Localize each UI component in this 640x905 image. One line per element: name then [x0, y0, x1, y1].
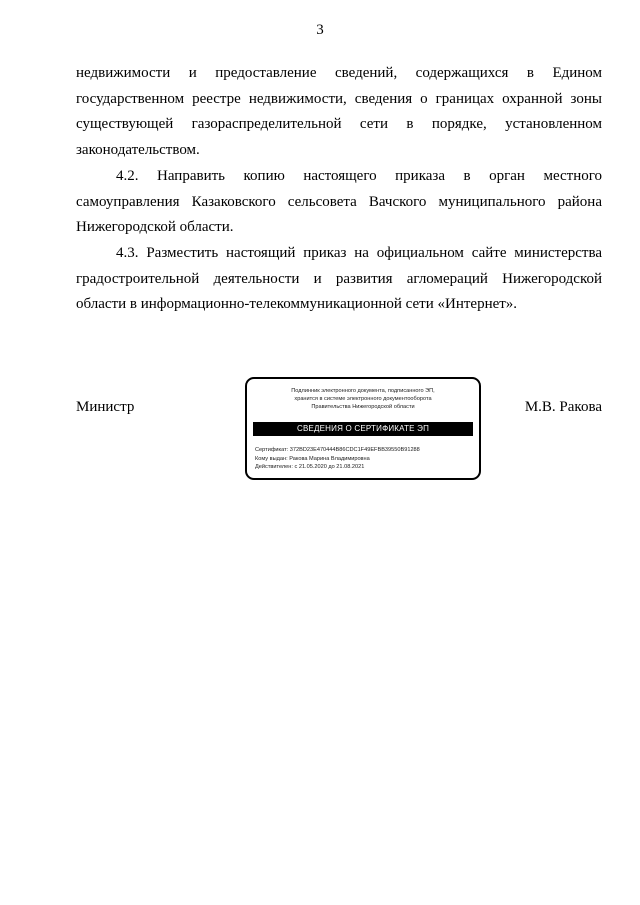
- paragraph-4-2: 4.2. Направить копию настоящего приказа в орган местного самоуправления Казаковского сельсовета Вачского муниципального района Нижегородской области.: [76, 167, 602, 236]
- stamp-header-line: хранится в системе электронного документооборота: [294, 396, 432, 402]
- stamp-certificate-number: Сертификат: 372BD23E470444B86CDC1F49EFBB39550B91288: [255, 447, 420, 453]
- paragraph-4-3: 4.3. Разместить настоящий приказ на официальном сайте министерства градостроительной деятельности и развития агломераций Нижегородской области в информационно-телекоммуникационной сети «Интернет».: [76, 244, 602, 313]
- stamp-header-line: Правительства Нижегородской области: [311, 404, 415, 410]
- page-number: 3: [316, 22, 324, 38]
- stamp-details: [255, 446, 420, 472]
- stamp-header-line: Подлинник электронного документа, подписанного ЭП,: [291, 388, 435, 394]
- stamp-issued-to: Кому выдан: Ракова Марина Владимировна: [255, 455, 370, 462]
- stamp-validity: Действителен: с 21.05.2020 до 21.08.2021: [255, 464, 365, 470]
- paragraph-continuation: недвижимости и предоставление сведений, содержащихся в Едином государственном реестре недвижимости, сведения о границах охранной зоны существующей газораспределительной сети в порядке, установленном законодательством.: [76, 65, 602, 159]
- signatory-name: М.В. Ракова: [524, 399, 602, 415]
- stamp-header: [247, 387, 479, 411]
- document-body: [76, 61, 602, 318]
- signatory-position: Министр: [76, 399, 135, 415]
- stamp-certificate-title: СВЕДЕНИЯ О СЕРТИФИКАТЕ ЭП: [253, 422, 473, 436]
- electronic-signature-stamp: [245, 377, 481, 480]
